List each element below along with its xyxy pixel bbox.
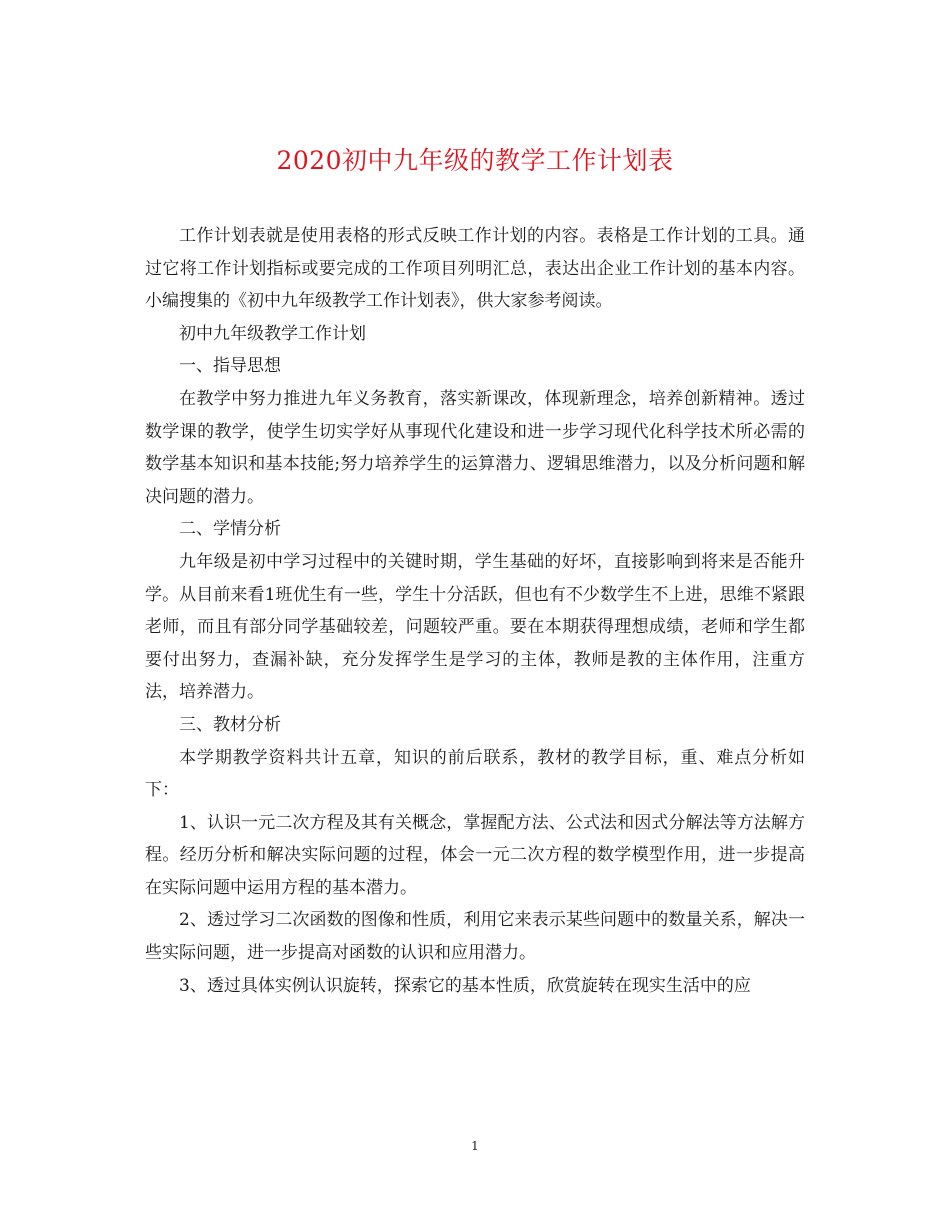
section-heading-guiding-thought: 一、指导思想 [179, 356, 281, 377]
section-heading-student-analysis: 二、学情分析 [179, 519, 281, 540]
list-item-2: 2、透过学习二次函数的图像和性质，利用它来表示某些问题中的数量关系，解决一些实际问题，进一步提高对函数的认识和应用潜力。 [145, 910, 805, 964]
intro-paragraph: 工作计划表就是使用表格的形式反映工作计划的内容。表格是工作计划的工具。通过它将工作计划指标或要完成的工作项目列明汇总，表达出企业工作计划的基本内容。小编搜集的《初中九年级教学工作计划表》，供大家参考阅读。 [145, 226, 805, 312]
list-item-3: 3、透过具体实例认识旋转，探索它的基本性质，欣赏旋转在现实生活中的应 [179, 975, 751, 996]
textbook-analysis-paragraph: 本学期教学资料共计五章，知识的前后联系，教材的教学目标，重、难点分析如下： [145, 747, 805, 801]
document-title: 2020初中九年级的教学工作计划表 [276, 146, 674, 175]
section-heading-textbook-analysis: 三、教材分析 [179, 714, 281, 735]
list-item-1: 1、认识一元二次方程及其有关概念，掌握配方法、公式法和因式分解法等方法解方程。经历分析和解决实际问题的过程，体会一元二次方程的数学模型作用，进一步提高在实际问题中运用方程的基本潜力。 [145, 812, 805, 898]
guiding-thought-paragraph: 在教学中努力推进九年义务教育，落实新课改，体现新理念，培养创新精神。透过数学课的教学，使学生切实学好从事现代化建设和进一步学习现代化科学技术所必需的数学基本知识和基本技能;努力培养学生的运算潜力、逻辑思维潜力，以及分析问题和解决问题的潜力。 [145, 388, 805, 507]
page-number: 1 [471, 1139, 479, 1153]
plan-heading: 初中九年级教学工作计划 [179, 323, 366, 344]
document-body [145, 220, 805, 1002]
student-analysis-paragraph: 九年级是初中学习过程中的关键时期，学生基础的好坏，直接影响到将来是否能升学。从目前来看1班优生有一些，学生十分活跃，但也有不少数学生不上进，思维不紧跟老师，而且有部分同学基础较差，问题较严重。要在本期获得理想成绩，老师和学生都要付出努力，查漏补缺，充分发挥学生是学习的主体，教师是教的主体作用，注重方法，培养潜力。 [145, 551, 805, 703]
